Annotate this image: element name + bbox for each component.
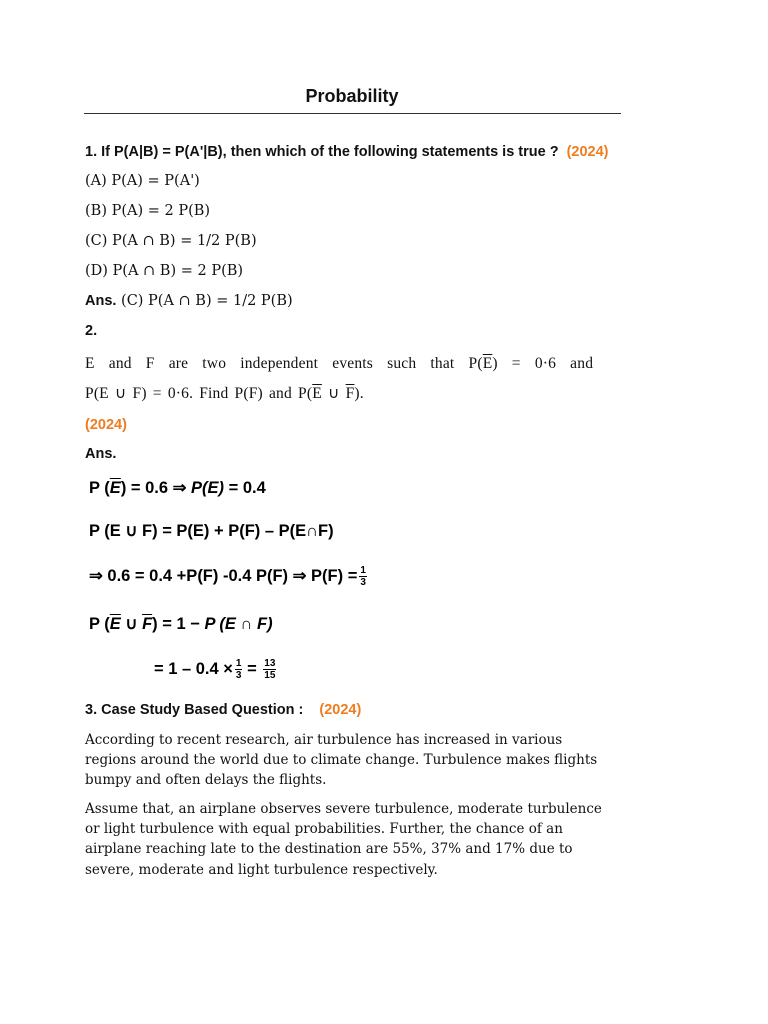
sol3-text: ⇒ 0.6 = 0.4 +P(F) -0.4 P(F) ⇒ P(F) =: [89, 566, 358, 585]
q3-year: (2024): [319, 702, 362, 718]
sol4-c: P (E ∩ F): [204, 615, 273, 633]
sol1-b: ) = 0.6 ⇒: [120, 479, 192, 497]
sol5-a: = 1 – 0.4 ×: [154, 659, 233, 678]
q2-text-1-bar: $\overline{E}$: [482, 355, 493, 372]
q2-text-1b: ) = 0·6 and: [492, 355, 594, 372]
q3-paragraph-2: Assume that, an airplane observes severe turbulence, moderate turbulence or light turbulence with equal probabilities. Further, the chance of an airplane reaching late to the destination are 55%, 37% and 17% due to severe, moderate and light turbulence respectively.: [85, 801, 602, 878]
q1-year: (2024): [566, 144, 609, 160]
q1-option-a: (A) P(A) = P(A'): [85, 173, 200, 189]
q1-answer-text: (C) P(A ∩ B) = 1/2 P(B): [121, 293, 293, 309]
title-divider: [84, 113, 621, 114]
q1-option-b: (B) P(A) = 2 P(B): [85, 203, 211, 219]
sol5-num2: 13: [264, 658, 276, 669]
q1-option-d: (D) P(A ∩ B) = 2 P(B): [85, 263, 244, 279]
sol1-d: = 0.4: [224, 479, 266, 497]
sol4-bar1: $\overline{E}$: [109, 615, 121, 633]
q2-solution-line-2: P (E ∪ F) = P(E) + P(F) – P(E∩F): [89, 522, 334, 540]
sol3-num: 1: [360, 565, 366, 576]
sol4-b: ) = 1 −: [152, 615, 205, 633]
q2-text-line-1: [85, 355, 593, 373]
q2-text-2-mid: ∪: [321, 385, 346, 402]
q1-answer: [85, 293, 293, 309]
q2-year: (2024): [85, 417, 127, 433]
q2-solution-line-4: [89, 614, 273, 634]
q2-solution-line-5: [154, 658, 276, 681]
sol5-den2: 15: [264, 670, 276, 681]
sol5-num1: 1: [235, 658, 242, 669]
sol4-a: P (: [89, 615, 110, 633]
q3-heading-text: 3. Case Study Based Question :: [85, 702, 304, 718]
sol3-den: 3: [360, 577, 366, 588]
sol1-c: P(E): [191, 479, 225, 497]
sol5-eq: =: [247, 659, 257, 678]
q1-question: [85, 144, 609, 160]
q1-option-c: (C) P(A ∩ B) = 1/2 P(B): [85, 233, 257, 249]
sol1-a: P (: [89, 479, 110, 497]
q2-answer-label: Ans.: [85, 446, 117, 462]
sol5-den1: 3: [235, 670, 242, 681]
sol3-fraction: [359, 565, 367, 588]
page-title: Probability: [305, 86, 399, 106]
sol1-bar: $\overline{E}$: [109, 479, 121, 497]
q3-heading: [85, 702, 361, 718]
q1-question-text: 1. If P(A|B) = P(A'|B), then which of the following statements is true ?: [85, 144, 559, 160]
q2-solution-line-3: [89, 565, 367, 588]
q2-text-line-2: [85, 384, 364, 403]
q2-number: 2.: [85, 323, 98, 339]
q3-paragraph-1: According to recent research, air turbulence has increased in various regions around the world due to climate change. Turbulence makes flights bumpy and often delays the flights.: [85, 732, 598, 789]
sol4-mid: ∪: [120, 615, 143, 633]
q1-answer-label: Ans.: [85, 293, 117, 309]
q2-text-2-bar1: $\overline{E}$: [312, 385, 322, 402]
q2-text-2-bar2: $\overline{F}$: [345, 385, 355, 402]
sol4-bar2: $\overline{F}$: [142, 615, 153, 633]
q2-text-1a: E and F are two independent events such that P(: [85, 355, 483, 372]
q2-solution-line-1: [89, 478, 266, 498]
q2-text-2b: ).: [354, 385, 364, 402]
q2-text-2a: P(E ∪ F) = 0·6. Find P(F) and P(: [85, 385, 313, 402]
sol5-fraction-2: [263, 658, 276, 681]
sol5-fraction-1: [235, 658, 243, 681]
